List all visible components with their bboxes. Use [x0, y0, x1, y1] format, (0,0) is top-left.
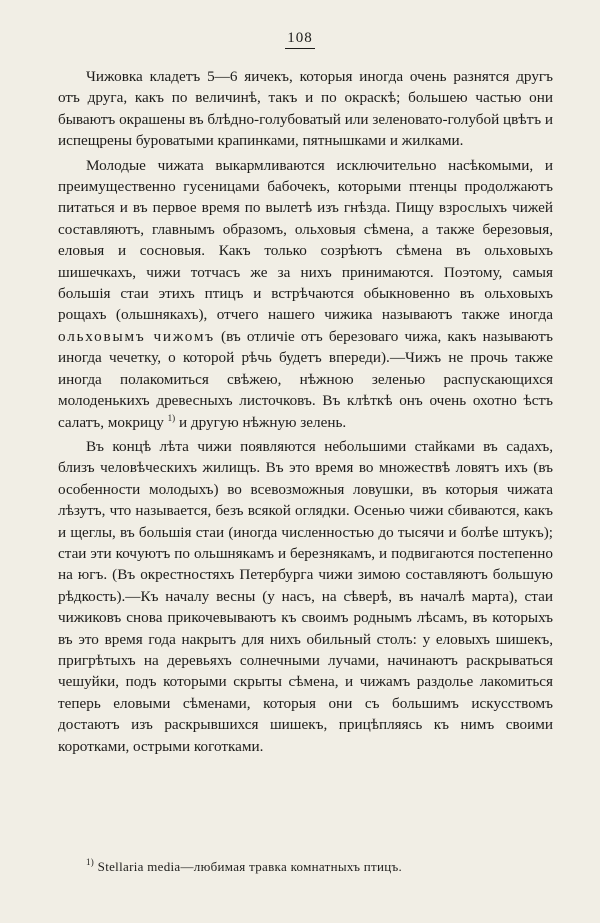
spaced-term-alder-siskin: ольховымъ чижомъ [58, 327, 215, 345]
body-text [58, 66, 553, 757]
page-number [0, 30, 600, 49]
paragraph-feeding [58, 155, 553, 433]
footnote-text: Stellaria media—любимая травка комнатныхъ птицъ. [97, 859, 403, 874]
paragraph-feeding-text-2: (въ отличіе отъ березоваго чижа, какъ называютъ иногда чечетку, о которой рѣчь будетъ впереди).—Чижъ не прочь также иногда полакомиться свѣжею, нѣжною зеленью распускающихся молоденькихъ древесныхъ листочковъ. Въ клѣткѣ онъ очень охотно ѣстъ салатъ, мокрицу [58, 327, 553, 431]
paragraph-eggs: Чижовка кладетъ 5—6 яичекъ, которыя иногда очень разнятся другъ отъ друга, какъ по величинѣ, такъ и по окраскѣ; большею частью они бываютъ окрашены въ блѣдно-голубоватый или зеленовато-голубой цвѣтъ и испещрены буроватыми крапинками, пятнышками и жилками. [58, 68, 553, 150]
footnote [86, 858, 556, 876]
footnote-reference: 1) [167, 412, 176, 423]
paragraph-feeding-text-1: Молодые чижата выкармливаются исключительно насѣкомыми, и преимущественно гусеницами бабочекъ, которыми птенцы продолжаютъ питаться и въ первое время по вылетѣ изъ гнѣзда. Пищу взрослыхъ чижей составляютъ, главнымъ образомъ, ольховыя сѣмена, а также березовыя, еловыя и сосновыя. Какъ только созрѣютъ сѣмена въ ольховыхъ шишечкахъ, чижи тотчасъ же за нихъ принимаются. Поэтому, самыя большія стаи этихъ птицъ и встрѣчаются обыкновенно въ ольховыхъ рощахъ (ольшнякахъ), отчего нашего чижика называютъ также иногда [58, 156, 553, 324]
paragraph-migration: Въ концѣ лѣта чижи появляются небольшими стайками въ садахъ, близъ человѣческихъ жилищъ. Въ это время во множествѣ ловятъ ихъ (въ особенности молодыхъ) во всевозможныя ловушки, въ которыя чижата лѣзутъ, что называется, безъ всякой оглядки. Осенью чижи сбиваются, какъ и щеглы, въ большія стаи (иногда численностью до тысячи и болѣе штукъ); стаи эти кочуютъ по ольшнякамъ и березнякамъ, и подвигаются постепенно на югъ. (Въ окрестностяхъ Петербурга чижи зимою составляютъ большую рѣдкость).—Къ началу весны (у насъ, на сѣверѣ, въ началѣ марта), стаи чижиковъ снова прикочевываютъ къ своимъ роднымъ лѣсамъ, въ которыхъ въ это время года накрытъ для нихъ обильный столъ: у еловыхъ шишекъ, пригрѣтыхъ на деревьяхъ солнечными лучами, начинаютъ раскрываться чешуйки, подъ которыми скрыты сѣмена, и чижамъ раздолье лакомиться теперь еловыми сѣменами, которыя они съ большимъ искусствомъ достаютъ изъ раскрывшихся шишекъ, прицѣпляясь къ нимъ своими коротками, острыми коготками. [58, 437, 553, 755]
page-number-text: 108 [285, 30, 315, 49]
paragraph-feeding-text-3: и другую нѣжную зелень. [178, 413, 347, 431]
footnote-mark: 1) [86, 857, 95, 867]
